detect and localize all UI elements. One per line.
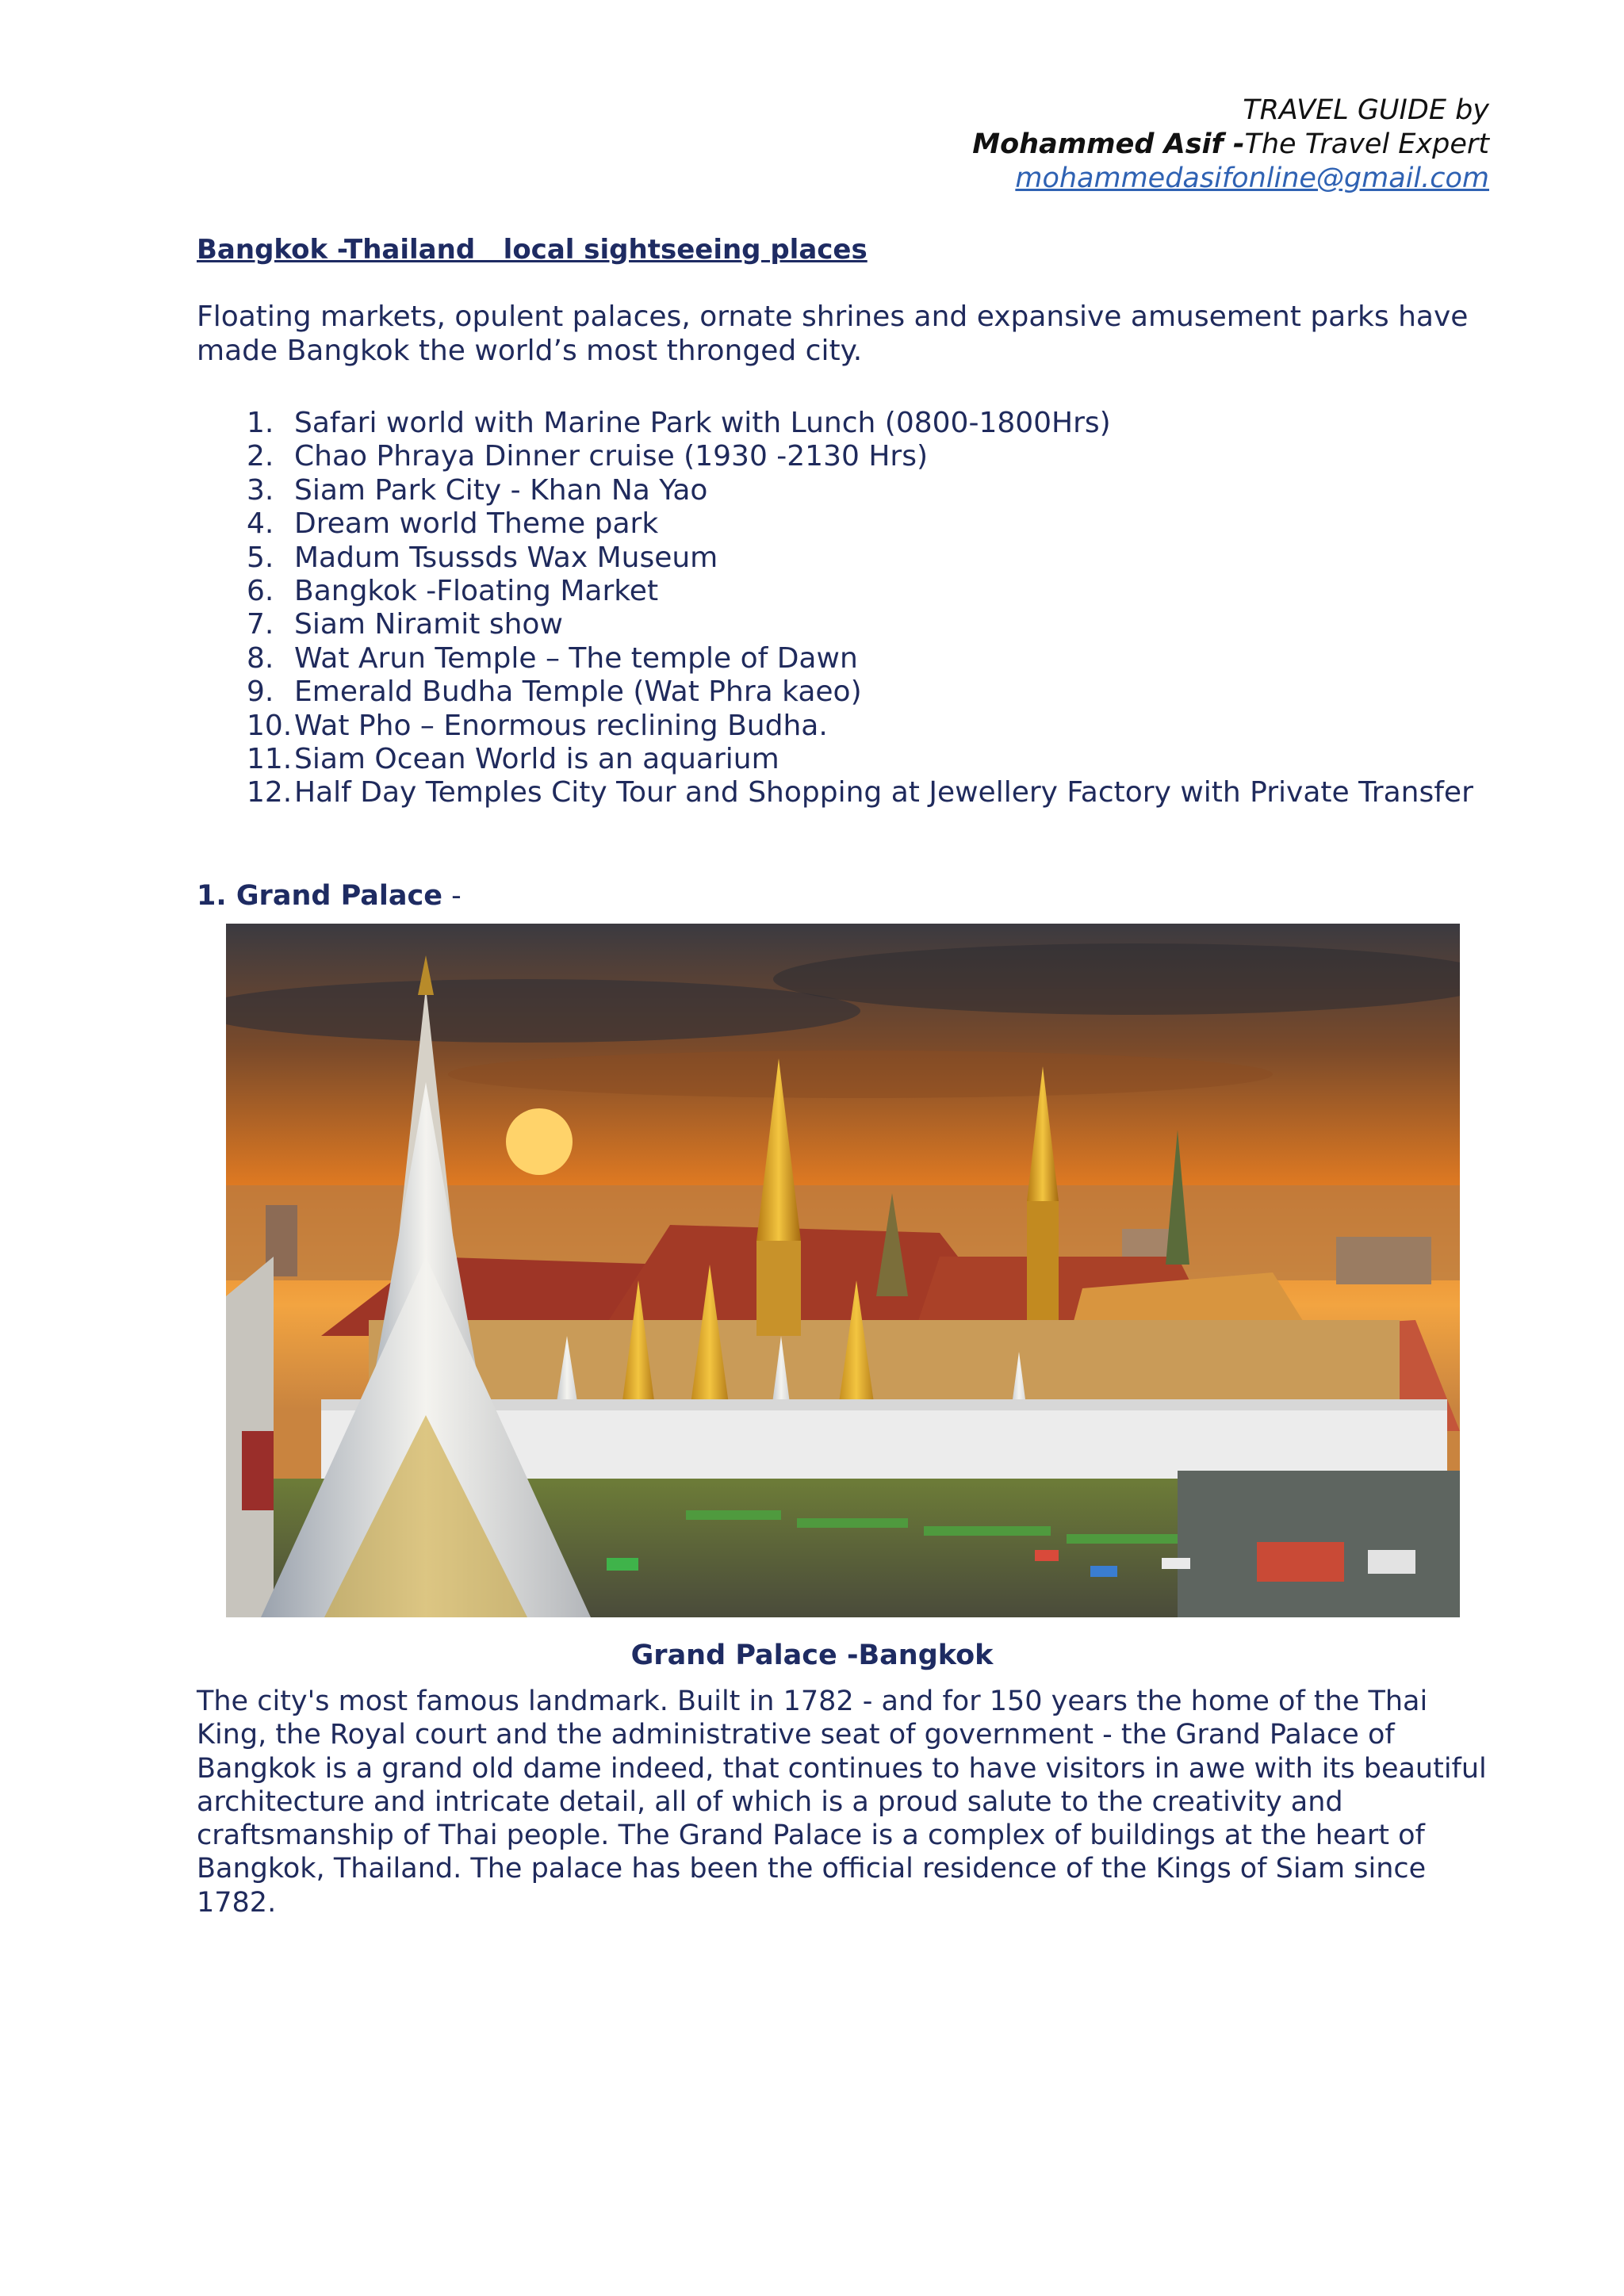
list-item-number: 7. bbox=[247, 608, 274, 641]
grand-palace-photo bbox=[226, 924, 1460, 1617]
list-item bbox=[197, 440, 1473, 473]
list-item bbox=[197, 474, 1473, 507]
list-item-number: 4. bbox=[247, 507, 274, 541]
list-item bbox=[197, 575, 1473, 608]
list-item-number: 3. bbox=[247, 473, 274, 507]
list-item-text: Half Day Temples City Tour and Shopping at Jewellery Factory with Private Transfer bbox=[294, 776, 1473, 809]
list-item bbox=[197, 507, 1473, 541]
list-item-number: 6. bbox=[247, 575, 274, 608]
list-item-number: 12. bbox=[247, 776, 293, 809]
list-item-number: 5. bbox=[247, 541, 274, 574]
list-item-text: Safari world with Marine Park with Lunch (0800-1800Hrs) bbox=[294, 407, 1111, 439]
list-item bbox=[197, 710, 1473, 743]
page-title: Bangkok -Thailand local sightseeing places bbox=[197, 234, 868, 266]
list-item-number: 10. bbox=[247, 709, 293, 742]
list-item bbox=[197, 407, 1473, 440]
author-name: Mohammed Asif - bbox=[972, 128, 1245, 160]
list-item-number: 2. bbox=[247, 440, 274, 473]
list-item-text: Siam Niramit show bbox=[294, 608, 563, 641]
email-link[interactable]: mohammedasifonline@gmail.com bbox=[1015, 163, 1489, 194]
list-item bbox=[197, 541, 1473, 575]
section-heading bbox=[197, 880, 462, 912]
author-line bbox=[972, 128, 1489, 162]
list-item-text: Dream world Theme park bbox=[294, 507, 659, 541]
list-item bbox=[197, 776, 1473, 809]
list-item-text: Siam Ocean World is an aquarium bbox=[294, 743, 779, 776]
list-item-number: 1. bbox=[247, 407, 274, 439]
list-item-text: Madum Tsussds Wax Museum bbox=[294, 541, 718, 574]
list-item-number: 9. bbox=[247, 675, 274, 709]
list-item-number: 11. bbox=[247, 743, 293, 776]
list-item-number: 8. bbox=[247, 641, 274, 675]
list-item-text: Chao Phraya Dinner cruise (1930 -2130 Hrs) bbox=[294, 440, 929, 473]
intro-paragraph: Floating markets, opulent palaces, ornate shrines and expansive amusement parks have made Bangkok the world’s most thronged city. bbox=[197, 300, 1469, 367]
list-item bbox=[197, 743, 1473, 776]
list-item-text: Bangkok -Floating Market bbox=[294, 575, 659, 608]
photo-caption: Grand Palace -Bangkok bbox=[630, 1640, 994, 1671]
section-heading-dash: - bbox=[442, 880, 462, 912]
author-role: The Travel Expert bbox=[1244, 128, 1489, 160]
list-item-text: Emerald Budha Temple (Wat Phra kaeo) bbox=[294, 675, 862, 709]
section-heading-text: 1. Grand Palace bbox=[197, 880, 443, 912]
grand-palace-description: The city's most famous landmark. Built in 1782 - and for 150 years the home of the Thai King, the Royal court and the administrative seat of government - the Grand Palace of Bangkok is a grand old dame indeed, that continues to have visitors in awe with its beautiful architecture and intricate detail, all of which is a proud salute to the creativity and craftsmanship of Thai people. The Grand Palace is a complex of buildings at the heart of Bangkok, Thailand. The palace has been the official residence of the Kings of Siam since 1782. bbox=[197, 1686, 1487, 1919]
list-item-text: Siam Park City - Khan Na Yao bbox=[294, 473, 708, 507]
list-item bbox=[197, 642, 1473, 675]
list-item-text: Wat Pho – Enormous reclining Budha. bbox=[294, 709, 828, 742]
places-list bbox=[197, 407, 1473, 810]
list-item bbox=[197, 608, 1473, 641]
list-item bbox=[197, 675, 1473, 709]
list-item-text: Wat Arun Temple – The temple of Dawn bbox=[294, 641, 858, 675]
document-header bbox=[972, 94, 1489, 196]
header-line1: TRAVEL GUIDE by bbox=[1243, 94, 1489, 126]
